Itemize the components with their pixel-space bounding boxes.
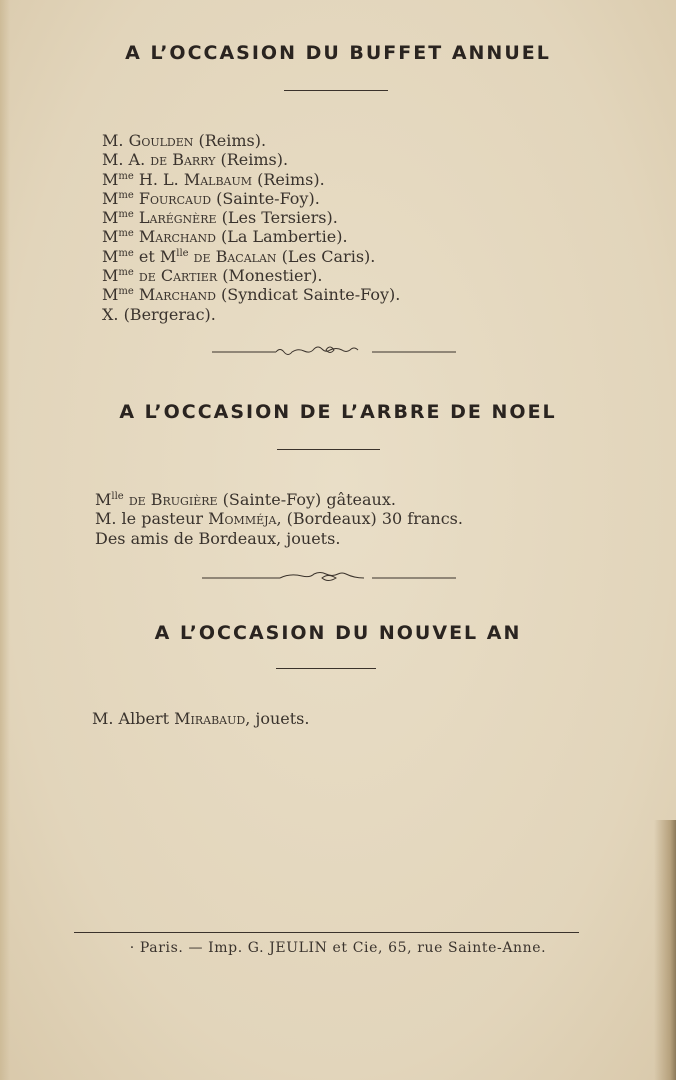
list-item: $M^{me}$ de Cartier (Monestier).	[102, 266, 323, 286]
ornamental-divider	[202, 570, 456, 586]
list-item: M. Goulden (Reims).	[102, 131, 267, 150]
list-item: $M^{me}$ Fourcaud (Sainte-Foy).	[102, 188, 320, 208]
donor-list-buffet	[102, 131, 400, 324]
donor-list-nouvel-an	[92, 709, 309, 728]
footer-rule	[74, 932, 579, 933]
list-item: $M^{me}$ H. L. Malbaum (Reims).	[102, 169, 325, 189]
list-item: Des amis de Bordeaux, jouets.	[95, 528, 341, 548]
section-title-arbre-de-noel: A L’OCCASION DE L’ARBRE DE NOEL	[119, 401, 557, 423]
list-item: $M^{me}$ Larégnère (Les Tersiers).	[102, 208, 338, 228]
section-title-nouvel-an: A L’OCCASION DU NOUVEL AN	[154, 622, 522, 644]
list-item: M. A. de Barry (Reims).	[102, 150, 289, 170]
printer-imprint: · Paris. — Imp. G. JEULIN et Cie, 65, rue Sainte-Anne.	[129, 940, 547, 956]
section-title-buffet: A L’OCCASION DU BUFFET ANNUEL	[125, 42, 551, 64]
donor-list-arbre-de-noel	[95, 490, 463, 548]
ornamental-divider	[212, 342, 456, 360]
list-item: $M^{me}$ Marchand (La Lambertie).	[102, 227, 348, 247]
page-edge-shadow	[0, 0, 10, 1080]
list-item: M. Albert Mirabaud, jouets.	[92, 709, 310, 728]
short-rule	[277, 449, 380, 450]
list-item: $M^{me}$ et $M^{lle}$ de Bacalan (Les Caris).	[102, 246, 376, 266]
list-item: $M^{me}$ Marchand (Syndicat Sainte-Foy).	[102, 285, 401, 305]
list-item: X. (Bergerac).	[102, 304, 216, 324]
short-rule	[276, 668, 376, 669]
list-item: M. le pasteur Momméja, (Bordeaux) 30 francs.	[95, 509, 463, 529]
short-rule	[284, 90, 388, 91]
list-item: $M^{lle}$ de Brugière (Sainte-Foy) gâteaux.	[95, 490, 396, 509]
